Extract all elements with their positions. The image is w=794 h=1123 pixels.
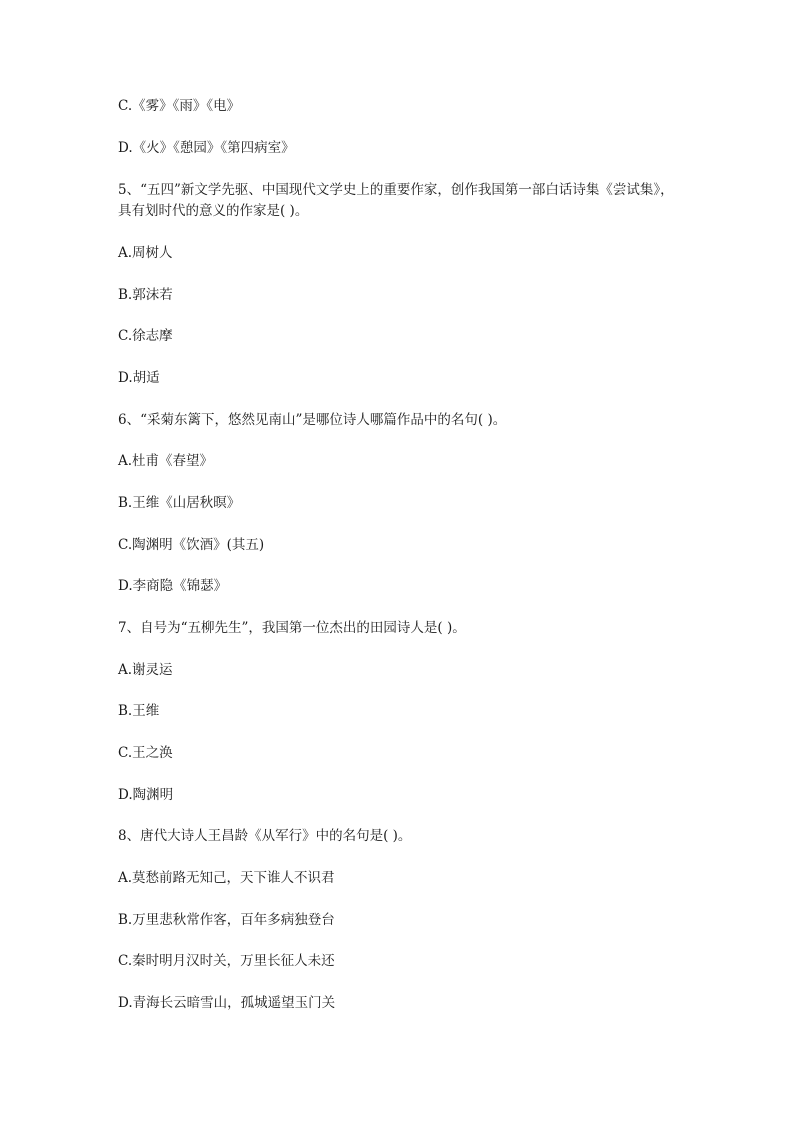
option-c-q6: C.陶渊明《饮酒》(其五): [118, 537, 265, 553]
option-d-q7: D.陶渊明: [118, 787, 174, 803]
option-b-q7: B.王维: [118, 703, 160, 719]
option-c-q8: C.秦时明月汉时关，万里长征人未还: [118, 953, 335, 969]
question-5: 5、“五四”新文学先驱、中国现代文学史上的重要作家，创作我国第一部白话诗集《尝试集》，具有划时代的意义的作家是( )。: [118, 182, 674, 219]
option-d-q6: D.李商隐《锦瑟》: [118, 578, 228, 594]
option-b-q5: B.郭沫若: [118, 287, 173, 303]
option-b-q6: B.王维《山居秋暝》: [118, 495, 241, 511]
option-a-q7: A.谢灵运: [118, 662, 173, 678]
option-a-q8: A.莫愁前路无知己，天下谁人不识君: [118, 870, 335, 886]
question-8: 8、唐代大诗人王昌龄《从军行》中的名句是( )。: [118, 828, 412, 844]
option-c-q7: C.王之涣: [118, 745, 173, 761]
option-d-q8: D.青海长云暗雪山，孤城遥望玉门关: [118, 995, 336, 1011]
question-6: 6、“采菊东篱下，悠然见南山”是哪位诗人哪篇作品中的名句( )。: [118, 412, 507, 428]
option-b-q8: B.万里悲秋常作客，百年多病独登台: [118, 912, 335, 928]
question-7: 7、自号为“五柳先生”，我国第一位杰出的田园诗人是( )。: [118, 620, 466, 636]
option-d-q5: D.胡适: [118, 370, 160, 386]
option-c-q4: C.《雾》《雨》《电》: [118, 98, 241, 114]
option-a-q6: A.杜甫《春望》: [118, 453, 214, 469]
option-c-q5: C.徐志摩: [118, 328, 173, 344]
option-d-q4: D.《火》《憩园》《第四病室》: [118, 140, 295, 156]
option-a-q5: A.周树人: [118, 245, 173, 261]
